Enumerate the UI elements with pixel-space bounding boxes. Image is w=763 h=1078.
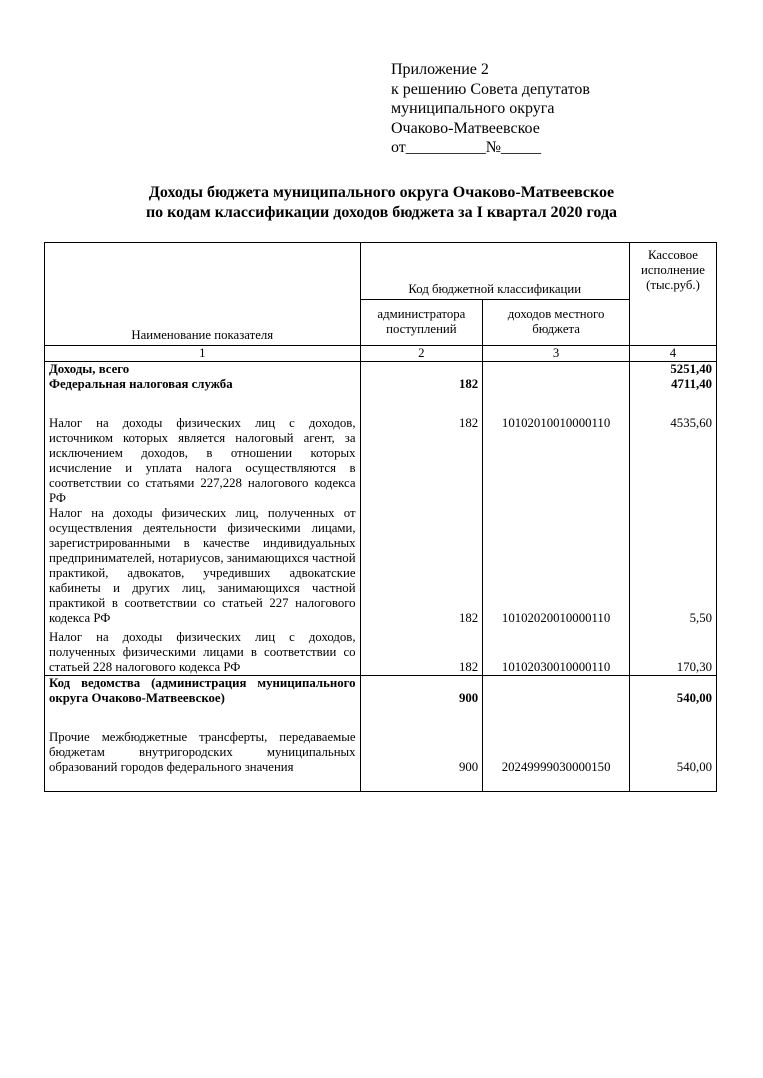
total-label: Доходы, всего: [45, 362, 361, 378]
transfers-value: 540,00: [629, 730, 716, 792]
appendix-line: Приложение 2: [391, 61, 489, 78]
header-administrator: администратора поступлений: [360, 299, 483, 345]
column-number: 4: [629, 346, 716, 362]
row-admin: 182: [360, 416, 483, 506]
column-number: 3: [483, 346, 630, 362]
title-line-1: Доходы бюджета муниципального округа Очаково-Матвеевское: [148, 184, 615, 201]
row-admin: 182: [360, 630, 483, 676]
fns-label: Федеральная налоговая служба: [45, 377, 361, 392]
row-name: Налог на доходы физических лиц, полученных от осуществления деятельности физическими лицами, зарегистрированными в качестве индивидуальных предпринимателей, нотариусов, занимающихся частной практикой, адвокатов, учредивших адвокатские кабинеты и других лиц, занимающихся частной практикой в соответствии со статьей 227 налогового кодекса РФ: [45, 506, 361, 630]
title-line-2: по кодам классификации доходов бюджета за I квартал 2020 года: [145, 204, 618, 221]
row-value: 4535,60: [629, 416, 716, 506]
table-row: [45, 416, 717, 506]
header-local-income: доходов местного бюджета: [483, 299, 630, 345]
column-numbers-row: [45, 346, 717, 362]
department-row: [45, 676, 717, 707]
fns-admin: 182: [360, 377, 483, 392]
transfers-row: [45, 730, 717, 792]
row-name: Налог на доходы физических лиц с доходов, источником которых является налоговый агент, за исключением доходов, в отношении которых исчисление и уплата налога осуществляются в соответствии со статьями 227,228 налогового кодекса РФ: [45, 416, 361, 506]
header-execution: Кассовое исполнение (тыс.руб.): [629, 243, 716, 346]
appendix-line: муниципального округа: [391, 100, 555, 117]
row-admin: 182: [360, 506, 483, 630]
appendix-line: Очаково-Матвеевское: [391, 119, 540, 137]
department-value: 540,00: [629, 676, 716, 707]
document-title: [40, 183, 723, 223]
department-label: Код ведомства (администрация муниципального округа Очаково-Матвеевское): [45, 676, 361, 707]
table-row: [45, 506, 717, 630]
fns-row: [45, 377, 717, 392]
appendix-block: [391, 60, 691, 158]
row-name: Налог на доходы физических лиц с доходов, полученных физическими лицами в соответствии со статьей 228 налогового кодекса РФ: [45, 630, 361, 676]
table-row: [45, 630, 717, 676]
transfers-code: 20249999030000150: [483, 730, 630, 792]
table-header-row: [45, 243, 717, 300]
header-name: Наименование показателя: [45, 243, 361, 346]
transfers-name: Прочие межбюджетные трансферты, передаваемые бюджетам внутригородских муниципальных образований городов федерального значения: [45, 730, 361, 792]
column-number: 2: [360, 346, 483, 362]
header-code: Код бюджетной классификации: [360, 243, 629, 300]
row-value: 170,30: [629, 630, 716, 676]
row-code: 10102010010000110: [483, 416, 630, 506]
row-code: 10102030010000110: [483, 630, 630, 676]
appendix-line: к решению Совета депутатов: [391, 80, 590, 98]
appendix-date-number-line: от__________№_____: [391, 139, 542, 156]
row-value: 5,50: [629, 506, 716, 630]
department-admin: 900: [360, 676, 483, 707]
transfers-admin: 900: [360, 730, 483, 792]
total-row: [45, 362, 717, 378]
total-value: 5251,40: [629, 362, 716, 378]
column-number: 1: [45, 346, 361, 362]
row-code: 10102020010000110: [483, 506, 630, 630]
fns-value: 4711,40: [629, 377, 716, 392]
income-table: [44, 242, 717, 792]
